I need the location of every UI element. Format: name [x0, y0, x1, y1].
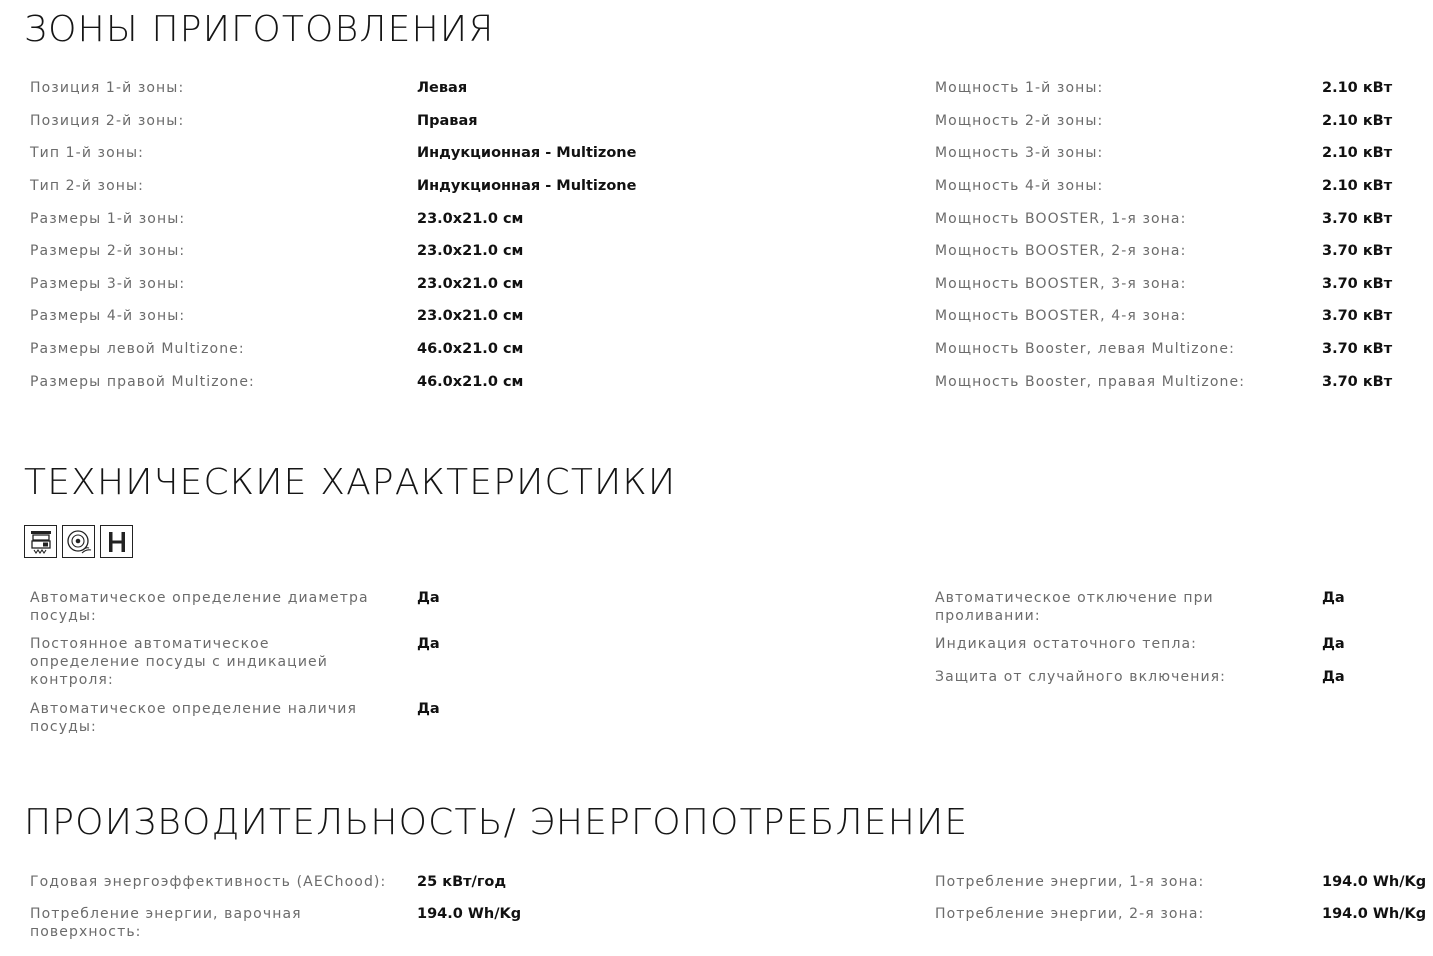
- spec-value: Да: [1322, 590, 1345, 606]
- spec-row: [935, 79, 1392, 97]
- spec-label: Тип 1-й зоны:: [30, 145, 144, 161]
- section-title-zones: ЗОНЫ ПРИГОТОВЛЕНИЯ: [24, 9, 495, 50]
- spec-label: Тип 2-й зоны:: [30, 178, 144, 194]
- spec-value: 23.0x21.0 см: [417, 243, 524, 259]
- spec-value: 194.0 Wh/Kg: [1322, 874, 1427, 890]
- spec-row: [30, 635, 440, 689]
- spec-row: [935, 589, 1345, 625]
- spec-label: Мощность BOOSTER, 4-я зона:: [935, 308, 1187, 324]
- spec-value: 3.70 кВт: [1322, 308, 1393, 324]
- spec-value: 23.0x21.0 см: [417, 211, 524, 227]
- spec-value: Да: [1322, 636, 1345, 652]
- spec-row: [935, 668, 1345, 686]
- spec-row: [30, 177, 636, 195]
- spec-row: [30, 905, 521, 941]
- spec-row: [30, 210, 523, 228]
- spec-label: Автоматическое определение диаметра посуды:: [30, 590, 369, 624]
- spec-row: [935, 275, 1392, 293]
- spec-label: Автоматическое отключение при проливании:: [935, 590, 1214, 624]
- spec-value: Да: [417, 701, 440, 717]
- spec-value: 46.0x21.0 см: [417, 341, 524, 357]
- spec-label: Мощность 2-й зоны:: [935, 113, 1104, 129]
- spec-row: [30, 340, 523, 358]
- spec-label: Позиция 2-й зоны:: [30, 113, 185, 129]
- feature-icons: [24, 525, 133, 558]
- spec-label: Размеры левой Multizone:: [30, 341, 245, 357]
- spec-row: [935, 210, 1392, 228]
- spec-value: 25 кВт/год: [417, 874, 507, 890]
- spec-value: Да: [1322, 669, 1345, 685]
- spec-value: 194.0 Wh/Kg: [1322, 906, 1427, 922]
- spec-label: Размеры 4-й зоны:: [30, 308, 186, 324]
- spec-value: 3.70 кВт: [1322, 374, 1393, 390]
- spec-value: Левая: [417, 80, 468, 96]
- spec-row: [935, 340, 1392, 358]
- spec-value: 2.10 кВт: [1322, 80, 1393, 96]
- spec-value: Индукционная - Multizone: [417, 178, 637, 194]
- section-title-energy: ПРОИЗВОДИТЕЛЬНОСТЬ/ ЭНЕРГОПОТРЕБЛЕНИЕ: [24, 802, 969, 843]
- spec-label: Размеры 2-й зоны:: [30, 243, 186, 259]
- spec-label: Размеры правой Multizone:: [30, 374, 255, 390]
- spec-row: [30, 275, 523, 293]
- spec-row: [30, 242, 523, 260]
- spec-label: Мощность Booster, правая Multizone:: [935, 374, 1246, 390]
- spec-label: Мощность BOOSTER, 3-я зона:: [935, 276, 1187, 292]
- spec-value: 2.10 кВт: [1322, 113, 1393, 129]
- spec-value: 3.70 кВт: [1322, 341, 1393, 357]
- spec-value: 46.0x21.0 см: [417, 374, 524, 390]
- spec-row: [935, 905, 1426, 923]
- spec-label: Автоматическое определение наличия посуды:: [30, 701, 357, 735]
- spec-value: 23.0x21.0 см: [417, 308, 524, 324]
- spec-value: 2.10 кВт: [1322, 178, 1393, 194]
- spec-label: Мощность BOOSTER, 2-я зона:: [935, 243, 1187, 259]
- spec-label: Индикация остаточного тепла:: [935, 636, 1197, 652]
- spec-row: [30, 112, 478, 130]
- spec-label: Мощность 1-й зоны:: [935, 80, 1104, 96]
- spec-row: [935, 177, 1392, 195]
- spec-row: [30, 589, 440, 625]
- spec-value: 2.10 кВт: [1322, 145, 1393, 161]
- spec-label: Годовая энергоэффективность (AEChood):: [30, 874, 387, 890]
- spec-row: [935, 144, 1392, 162]
- spec-label: Потребление энергии, 1-я зона:: [935, 874, 1205, 890]
- spec-label: Мощность 4-й зоны:: [935, 178, 1104, 194]
- spec-row: [935, 242, 1392, 260]
- spec-row: [935, 307, 1392, 325]
- spec-label: Мощность Booster, левая Multizone:: [935, 341, 1235, 357]
- spec-row: [935, 112, 1392, 130]
- spec-value: 23.0x21.0 см: [417, 276, 524, 292]
- spec-row: [30, 373, 523, 391]
- spec-row: [30, 79, 467, 97]
- spec-row: [935, 635, 1345, 653]
- spec-value: Да: [417, 590, 440, 606]
- spec-value: Правая: [417, 113, 478, 129]
- spec-value: Индукционная - Multizone: [417, 145, 637, 161]
- spec-row: [30, 873, 506, 891]
- spec-value: 3.70 кВт: [1322, 211, 1393, 227]
- residual-heat-icon: [62, 525, 95, 558]
- spec-row: [30, 144, 636, 162]
- spec-value: 194.0 Wh/Kg: [417, 906, 522, 922]
- spec-row: [935, 873, 1426, 891]
- pot-detection-icon: [24, 525, 57, 558]
- spec-label: Мощность 3-й зоны:: [935, 145, 1104, 161]
- spec-row: [30, 307, 523, 325]
- spec-label: Потребление энергии, 2-я зона:: [935, 906, 1205, 922]
- spec-label: Позиция 1-й зоны:: [30, 80, 185, 96]
- section-title-tech: ТЕХНИЧЕСКИЕ ХАРАКТЕРИСТИКИ: [24, 462, 677, 503]
- spec-label: Размеры 3-й зоны:: [30, 276, 186, 292]
- spec-row: [30, 700, 440, 736]
- spec-value: 3.70 кВт: [1322, 243, 1393, 259]
- spec-label: Постоянное автоматическое определение посуды с индикацией контроля:: [30, 636, 328, 688]
- spec-label: Размеры 1-й зоны:: [30, 211, 186, 227]
- spec-value: Да: [417, 636, 440, 652]
- spec-value: 3.70 кВт: [1322, 276, 1393, 292]
- spec-label: Мощность BOOSTER, 1-я зона:: [935, 211, 1187, 227]
- spec-label: Защита от случайного включения:: [935, 669, 1226, 685]
- spec-row: [935, 373, 1392, 391]
- spec-label: Потребление энергии, варочная поверхность:: [30, 906, 302, 940]
- h-symbol-icon: [100, 525, 133, 558]
